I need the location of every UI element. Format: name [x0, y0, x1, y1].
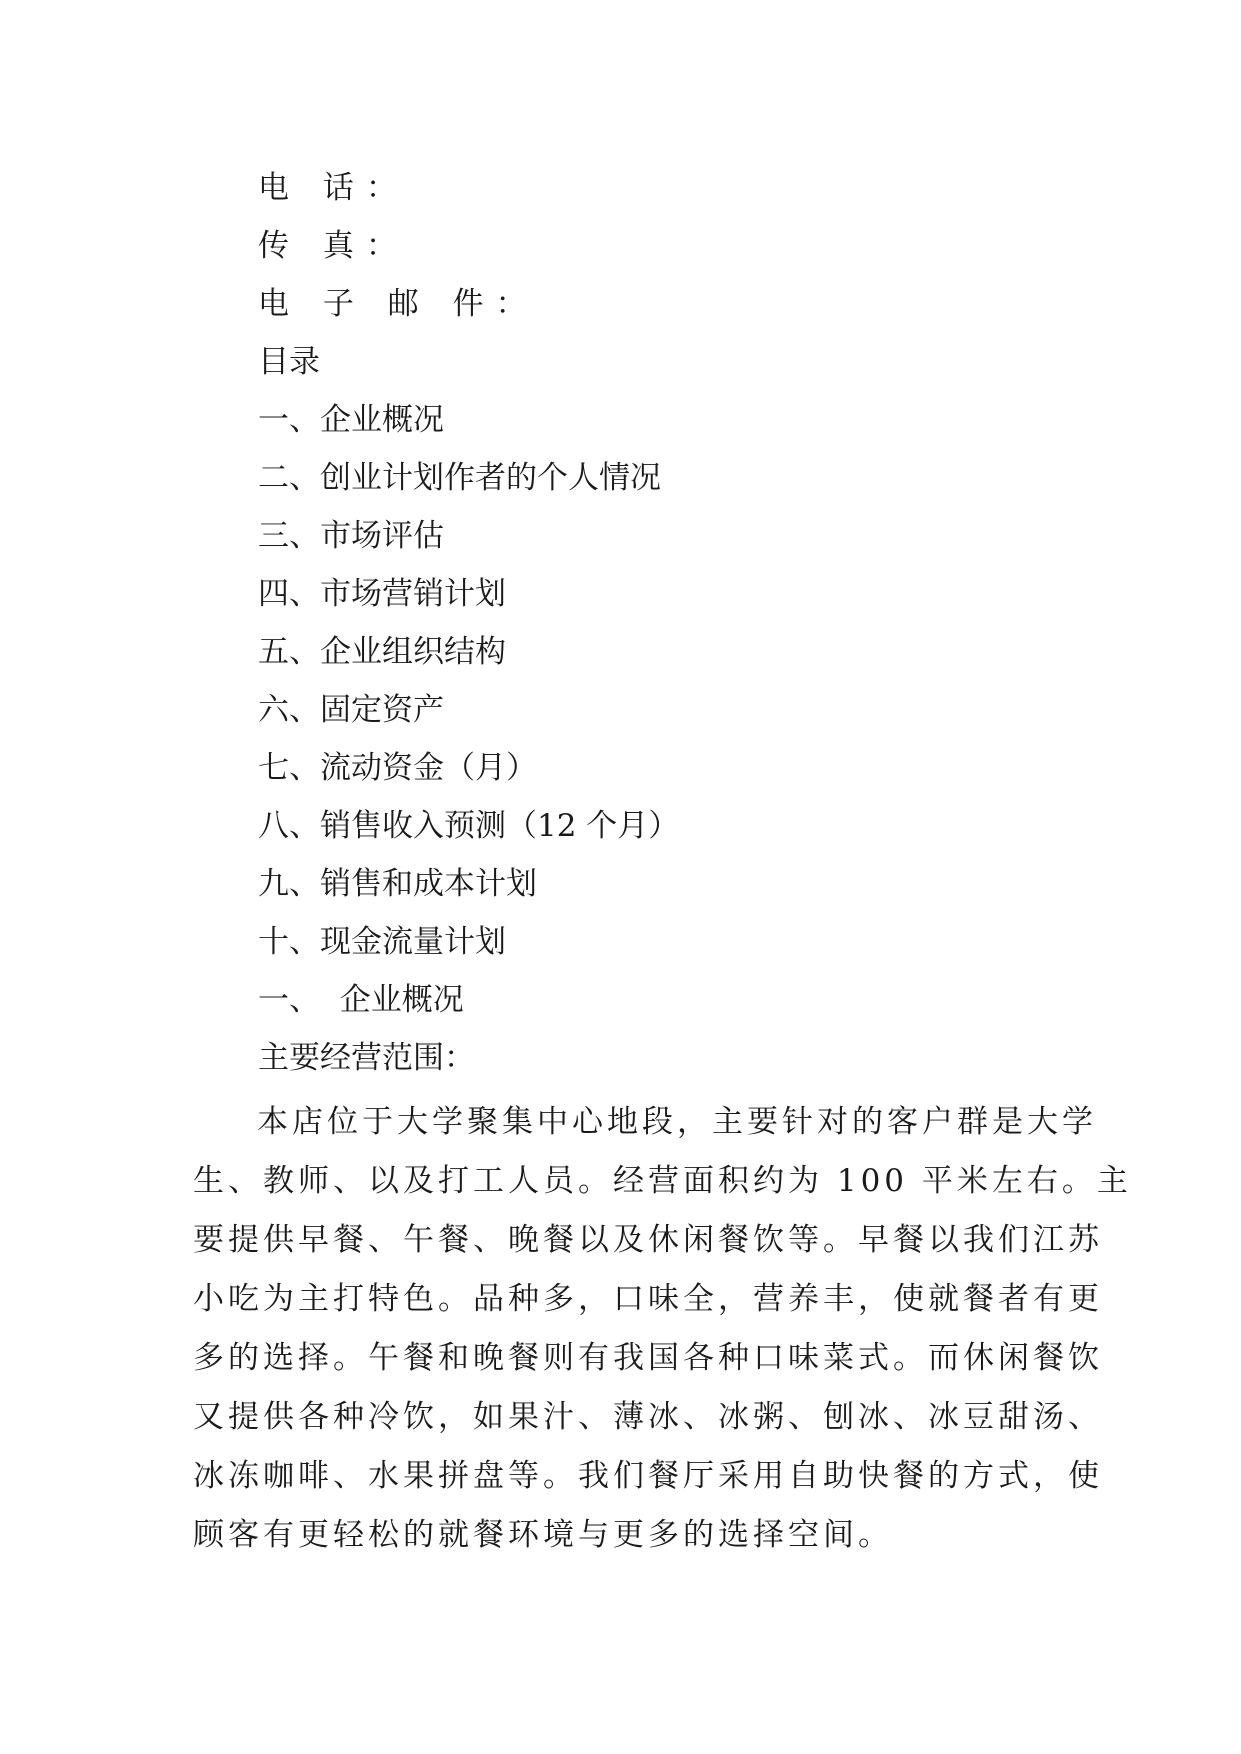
section-subheading: 主要经营范围： — [258, 1040, 475, 1076]
phone-label: 电 话： — [258, 170, 409, 206]
paragraph-line: 又提供各种冷饮，如果汁、薄冰、冰粥、刨冰、冰豆甜汤、 — [193, 1399, 1103, 1435]
toc-item: 四、市场营销计划 — [258, 576, 506, 612]
toc-item: 三、市场评估 — [258, 518, 444, 554]
toc-item: 五、企业组织结构 — [258, 634, 506, 670]
paragraph-line: 小吃为主打特色。品种多，口味全，营养丰，使就餐者有更 — [193, 1281, 1103, 1317]
toc-item: 一、企业概况 — [258, 402, 444, 438]
paragraph-line: 顾客有更轻松的就餐环境与更多的选择空间。 — [193, 1517, 893, 1553]
section-heading: 一、 企业概况 — [258, 982, 464, 1018]
fax-label: 传 真： — [258, 228, 409, 264]
toc-item: 六、固定资产 — [258, 692, 444, 728]
paragraph-line: 多的选择。午餐和晚餐则有我国各种口味菜式。而休闲餐饮 — [193, 1340, 1103, 1376]
paragraph-line: 生、教师、以及打工人员。经营面积约为 100 平米左右。主 — [193, 1163, 1132, 1199]
toc-item: 十、现金流量计划 — [258, 924, 506, 960]
email-label: 电 子 邮 件： — [258, 286, 539, 322]
toc-item: 二、创业计划作者的个人情况 — [258, 460, 661, 496]
toc-item: 九、销售和成本计划 — [258, 866, 537, 902]
toc-title: 目录 — [258, 344, 320, 380]
toc-item: 七、流动资金（月） — [258, 750, 537, 786]
paragraph-line: 要提供早餐、午餐、晚餐以及休闲餐饮等。早餐以我们江苏 — [193, 1222, 1103, 1258]
paragraph-line: 本店位于大学聚集中心地段，主要针对的客户群是大学 — [257, 1104, 1097, 1140]
toc-item: 八、销售收入预测（12 个月） — [258, 808, 680, 844]
paragraph-line: 冰冻咖啡、水果拼盘等。我们餐厅采用自助快餐的方式，使 — [193, 1458, 1103, 1494]
section-paragraph — [193, 1093, 1132, 1565]
